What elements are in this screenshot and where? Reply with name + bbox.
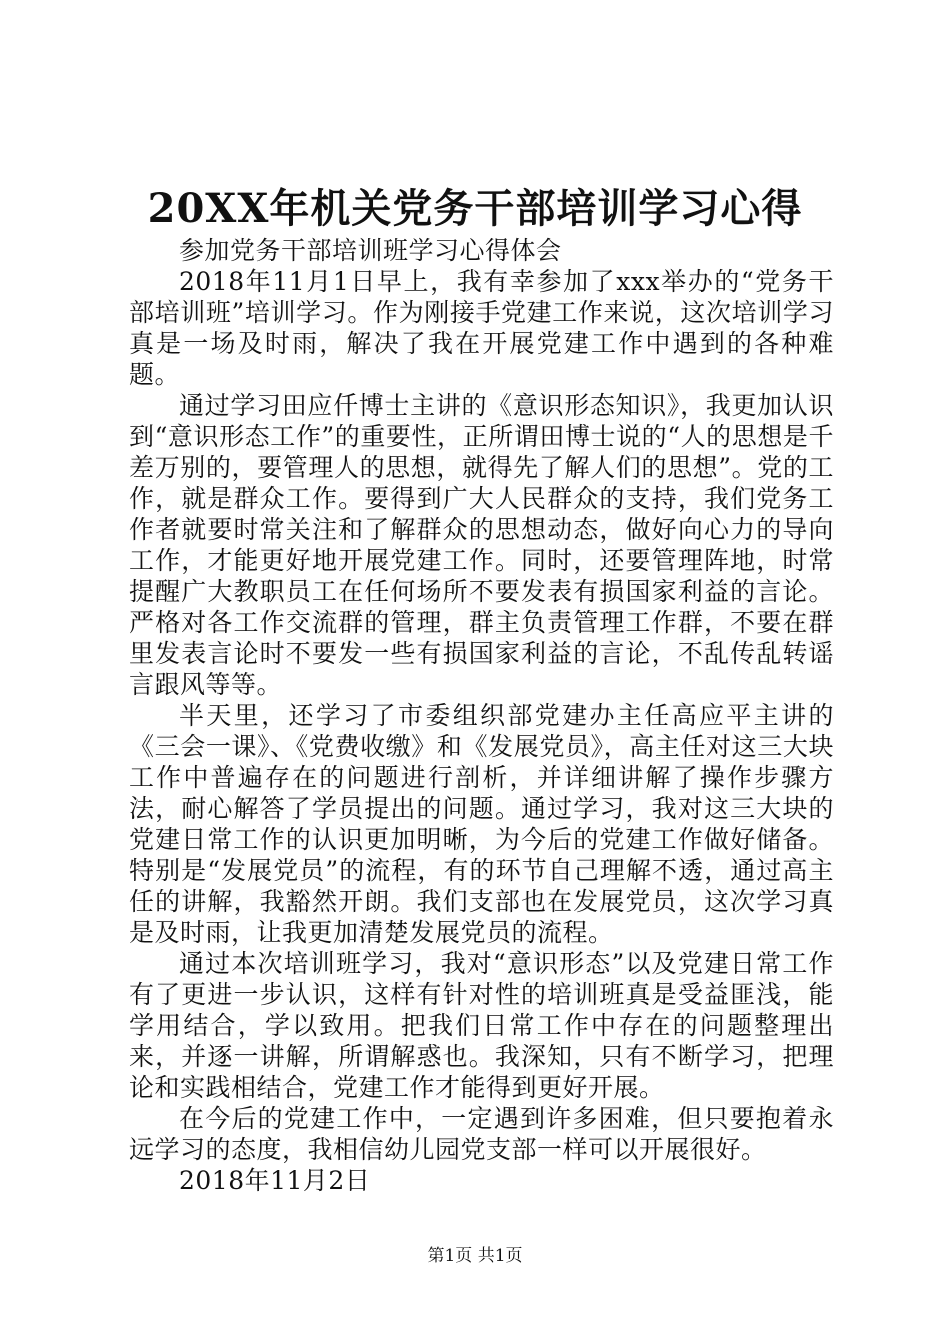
paragraph-3: 半天里，还学习了市委组织部党建办主任高应平主讲的《三会一课》、《党费收缴》和《发展党员》，高主任对这三大块工作中普遍存在的问题进行剖析，并详细讲解了操作步骤方法，耐心解答了学员提出的问题。通过学习，我对这三大块的党建日常工作的认识更加明晰，为今后的党建工作做好储备。特别是“发展党员”的流程，有的环节自己理解不透，通过高主任的讲解，我豁然开朗。我们支部也在发展党员，这次学习真是及时雨，让我更加清楚发展党员的流程。 [129, 701, 834, 947]
paragraph-5: 在今后的党建工作中，一定遇到许多困难，但只要抱着永远学习的态度，我相信幼儿园党支部一样可以开展很好。 [129, 1104, 834, 1164]
paragraph-1: 2018年11月1日早上，我有幸参加了xxx举办的“党务干部培训班”培训学习。作为刚接手党建工作来说，这次培训学习真是一场及时雨，解决了我在开展党建工作中遇到的各种难题。 [129, 267, 834, 389]
document-body [129, 235, 834, 1196]
paragraph-4: 通过本次培训班学习，我对“意识形态”以及党建日常工作有了更进一步认识，这样有针对性的培训班真是受益匪浅，能学用结合，学以致用。把我们日常工作中存在的问题整理出来，并逐一讲解，所谓解惑也。我深知，只有不断学习，把理论和实践相结合，党建工作才能得到更好开展。 [129, 949, 834, 1102]
paragraph-2: 通过学习田应仟博士主讲的《意识形态知识》，我更加认识到“意识形态工作”的重要性，正所谓田博士说的“人的思想是千差万别的，要管理人的思想，就得先了解人们的思想”。党的工作，就是群众工作。要得到广大人民群众的支持，我们党务工作者就要时常关注和了解群众的思想动态，做好向心力的导向工作，才能更好地开展党建工作。同时，还要管理阵地，时常提醒广大教职员工在任何场所不要发表有损国家利益的言论。严格对各工作交流群的管理，群主负责管理工作群，不要在群里发表言论时不要发一些有损国家利益的言论，不乱传乱转谣言跟风等等。 [129, 391, 834, 699]
page-title: 20XX年机关党务干部培训学习心得 [147, 185, 803, 232]
document-subtitle: 参加党务干部培训班学习心得体会 [179, 236, 562, 265]
page-number-footer: 第1页 共1页 [427, 1246, 523, 1266]
document-date: 2018年11月2日 [179, 1166, 371, 1195]
